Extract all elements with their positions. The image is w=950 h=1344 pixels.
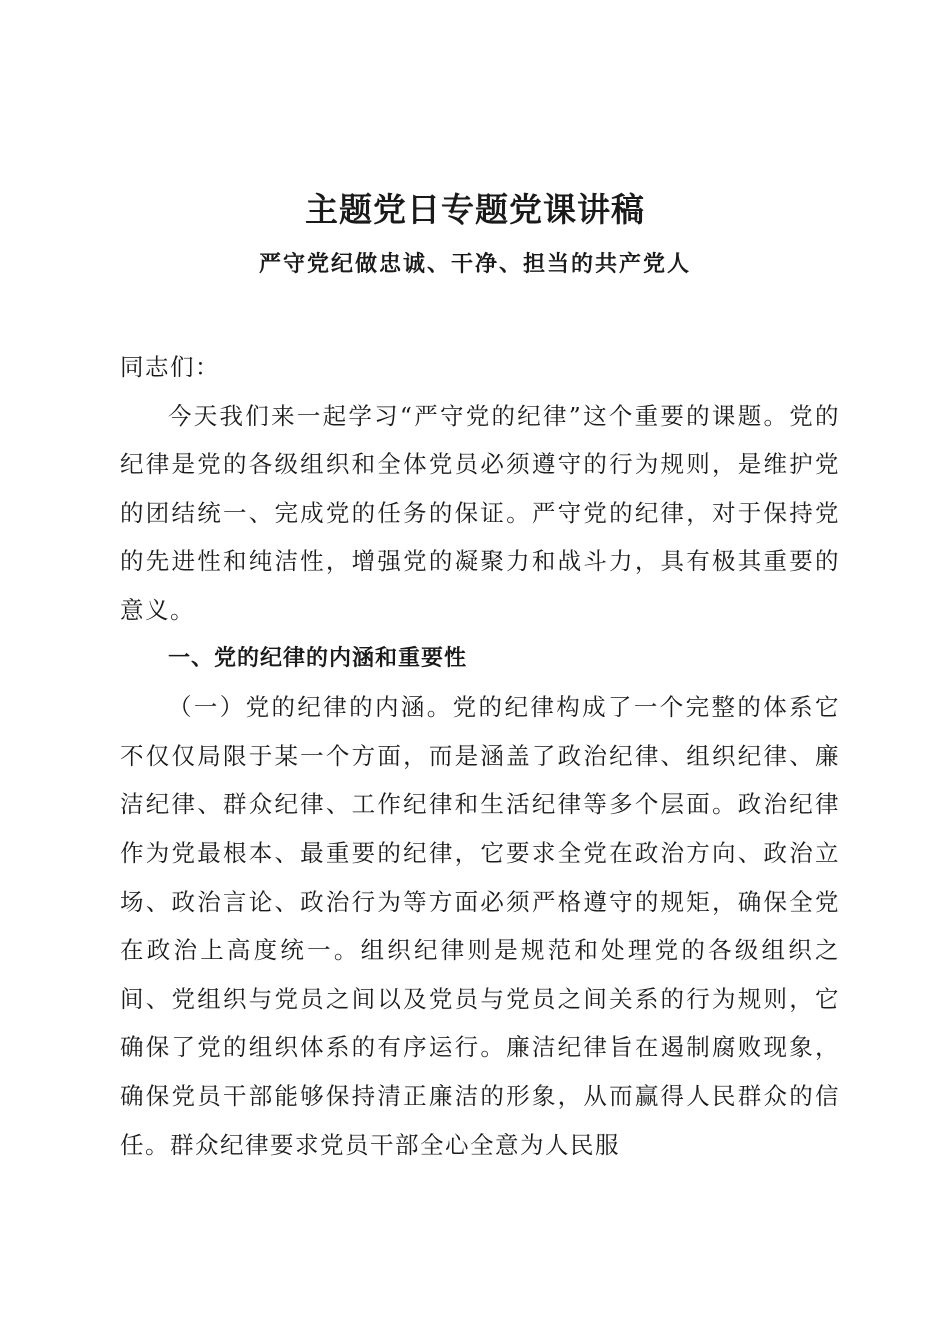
section-paragraph: （一）党的纪律的内涵。党的纪律构成了一个完整的体系它不仅仅局限于某一个方面，而是涵盖了政治纪律、组织纪律、廉洁纪律、群众纪律、工作纪律和生活纪律等多个层面。政治纪律作为党最根本、最重要的纪律，它要求全党在政治方向、政治立场、政治言论、政治行为等方面必须严格遵守的规矩，确保全党在政治上高度统一。组织纪律则是规范和处理党的各级组织之间、党组织与党员之间以及党员与党员之间关系的行为规则，它确保了党的组织体系的有序运行。廉洁纪律旨在遏制腐败现象，确保党员干部能够保持清正廉洁的形象，从而赢得人民群众的信任。群众纪律要求党员干部全心全意为人民服	[120, 693, 840, 1159]
document-title: 主题党日专题党课讲稿	[305, 190, 645, 229]
intro-paragraph: 今天我们来一起学习“严守党的纪律”这个重要的课题。党的纪律是党的各级组织和全体党员必须遵守的行为规则，是维护党的团结统一、完成党的任务的保证。严守党的纪律，对于保持党的先进性和纯洁性，增强党的凝聚力和战斗力，具有极其重要的意义。	[120, 401, 840, 624]
section-heading: 一、党的纪律的内涵和重要性	[168, 645, 468, 671]
document-body	[120, 343, 840, 1169]
document-subtitle: 严守党纪做忠诚、干净、担当的共产党人	[258, 251, 691, 277]
salutation: 同志们：	[120, 353, 220, 381]
